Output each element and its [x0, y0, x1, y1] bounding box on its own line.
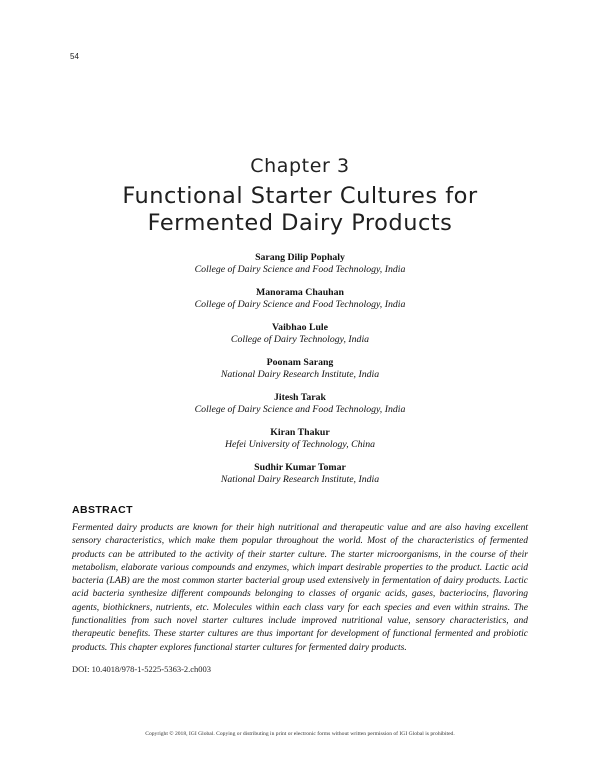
- author-affiliation: College of Dairy Science and Food Technology, India: [194, 404, 406, 415]
- author-entry: [0, 462, 600, 497]
- chapter-title-line-2: Fermented Dairy Products: [147, 210, 453, 236]
- author-affiliation: College of Dairy Science and Food Technology, India: [194, 299, 406, 310]
- author-name: Vaibhao Lule: [272, 322, 328, 333]
- author-name: Sudhir Kumar Tomar: [254, 462, 346, 473]
- page-number: 54: [70, 52, 79, 61]
- author-name: Jitesh Tarak: [274, 392, 326, 403]
- author-affiliation: National Dairy Research Institute, India: [220, 474, 380, 485]
- author-entry: [0, 357, 600, 392]
- chapter-title: [40, 183, 560, 237]
- author-name: Sarang Dilip Pophaly: [255, 252, 345, 263]
- author-name: Poonam Sarang: [266, 357, 334, 368]
- abstract-heading: ABSTRACT: [72, 504, 133, 516]
- author-entry: [0, 427, 600, 462]
- author-entry: [0, 252, 600, 287]
- author-affiliation: College of Dairy Technology, India: [230, 334, 370, 345]
- abstract-body: Fermented dairy products are known for their high nutritional and therapeutic value and are also having excellent sensory characteristics, which make them popular throughout the world. Most of the characteristics of fermented products can be attributed to the activity of their starter culture. The starter microorganisms, in the course of their metabolism, elaborate various compounds and enzymes, which impart desirable properties to the product. Lactic acid bacteria (LAB) are the most common starter bacterial group used extensively in fermentation of dairy products. Lactic acid bacteria synthesize different compounds belonging to classes of organic acids, gases, bacteriocins, flavoring agents, biothickners, nutrients, etc. Molecules within each class vary for each species and even within strains. The functionalities from such novel starter cultures include improved nutritional value, sensory characteristics, and therapeutic benefits. These starter cultures are thus important for development of functional fermented and probiotic products. This chapter explores functional starter cultures for fermented dairy products.: [72, 523, 528, 653]
- doi-line: DOI: 10.4018/978-1-5225-5363-2.ch003: [72, 664, 212, 674]
- author-affiliation: Hefei University of Technology, China: [224, 439, 376, 450]
- author-affiliation: National Dairy Research Institute, India: [220, 369, 380, 380]
- author-entry: [0, 322, 600, 357]
- copyright-notice: Copyright © 2018, IGI Global. Copying or distributing in print or electronic forms without written permission of IGI Global is prohibited.: [145, 731, 455, 737]
- author-list: [0, 252, 600, 497]
- chapter-title-line-1: Functional Starter Cultures for: [122, 183, 478, 209]
- author-affiliation: College of Dairy Science and Food Technology, India: [194, 264, 406, 275]
- author-name: Manorama Chauhan: [256, 287, 344, 298]
- author-entry: [0, 287, 600, 322]
- author-name: Kiran Thakur: [270, 427, 330, 438]
- author-entry: [0, 392, 600, 427]
- chapter-label: Chapter 3: [250, 155, 350, 177]
